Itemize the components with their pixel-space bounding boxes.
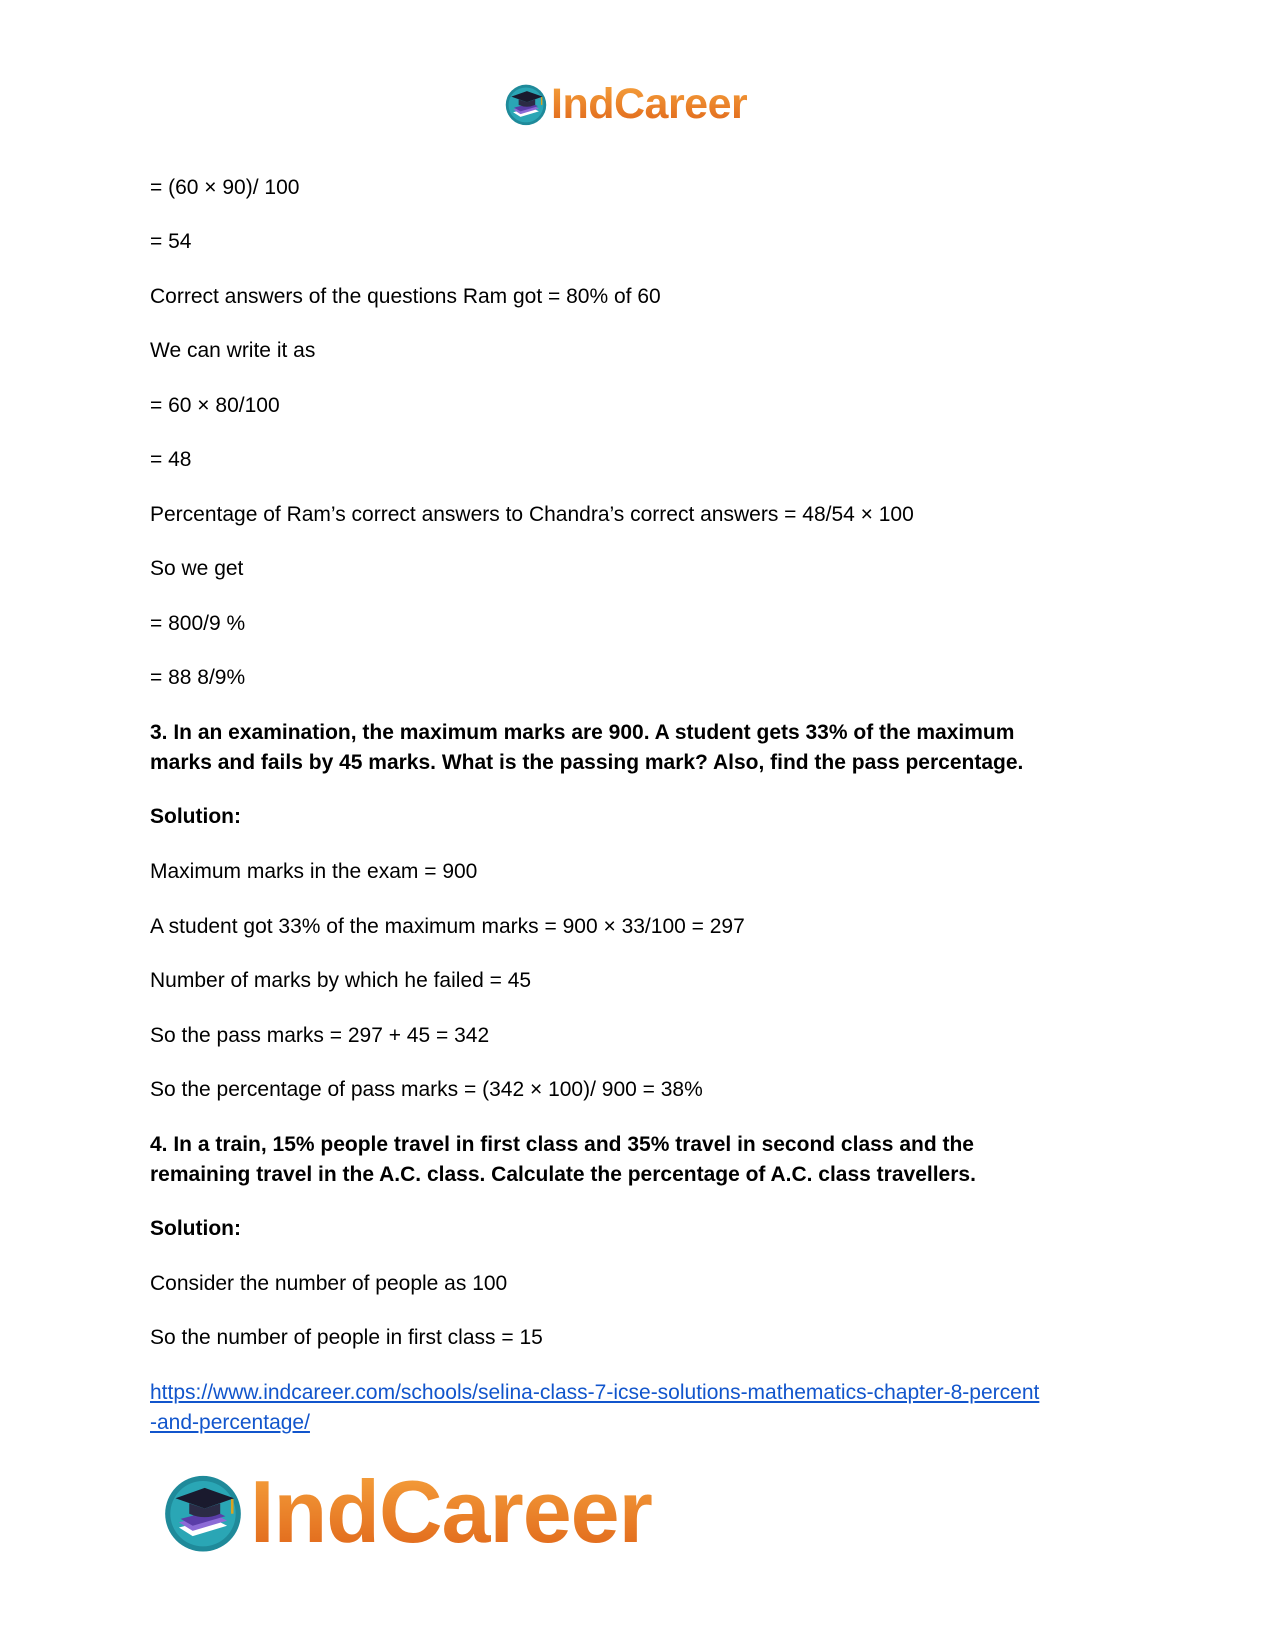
equation-line: = 48 [150,448,192,471]
text-line: So we get [150,557,244,580]
solution-step: So the number of people in first class = 15 [150,1326,543,1349]
solution-step: So the pass marks = 297 + 45 = 342 [150,1024,490,1047]
equation-line: = (60 × 90)/ 100 [150,176,300,199]
text-line: Correct answers of the questions Ram got = 80% of 60 [150,285,661,308]
source-link-line-2[interactable]: -and-percentage/ [150,1411,310,1434]
logo-text: IndCareer [551,79,748,128]
equation-line: = 60 × 80/100 [150,394,280,417]
solution-label: Solution: [150,1217,241,1240]
question-4-line-2: remaining travel in the A.C. class. Calculate the percentage of A.C. class travellers. [150,1163,976,1186]
logo-text: IndCareer [250,1461,652,1561]
footer-logo [160,1461,652,1561]
question-3-line-2: marks and fails by 45 marks. What is the passing mark? Also, find the pass percentage. [150,751,1024,774]
question-3-line-1: 3. In an examination, the maximum marks are 900. A student gets 33% of the maximum [150,721,1015,744]
solution-step: So the percentage of pass marks = (342 × 100)/ 900 = 38% [150,1078,703,1101]
solution-step: Consider the number of people as 100 [150,1272,508,1295]
solution-step: A student got 33% of the maximum marks = 900 × 33/100 = 297 [150,915,745,938]
equation-line: = 88 8/9% [150,666,246,689]
header-logo [503,80,747,128]
solution-label: Solution: [150,805,241,828]
solution-step: Number of marks by which he failed = 45 [150,969,532,992]
graduation-book-icon [160,1469,246,1555]
source-link-line-1[interactable]: https://www.indcareer.com/schools/selina-class-7-icse-solutions-mathematics-chapter-8-percent [150,1381,1040,1404]
text-line: Percentage of Ram’s correct answers to Chandra’s correct answers = 48/54 × 100 [150,503,914,526]
graduation-book-icon [503,81,549,127]
question-4-line-1: 4. In a train, 15% people travel in first class and 35% travel in second class and the [150,1133,974,1156]
text-line: We can write it as [150,339,316,362]
solution-step: Maximum marks in the exam = 900 [150,860,478,883]
equation-line: = 54 [150,230,192,253]
equation-line: = 800/9 % [150,612,246,635]
